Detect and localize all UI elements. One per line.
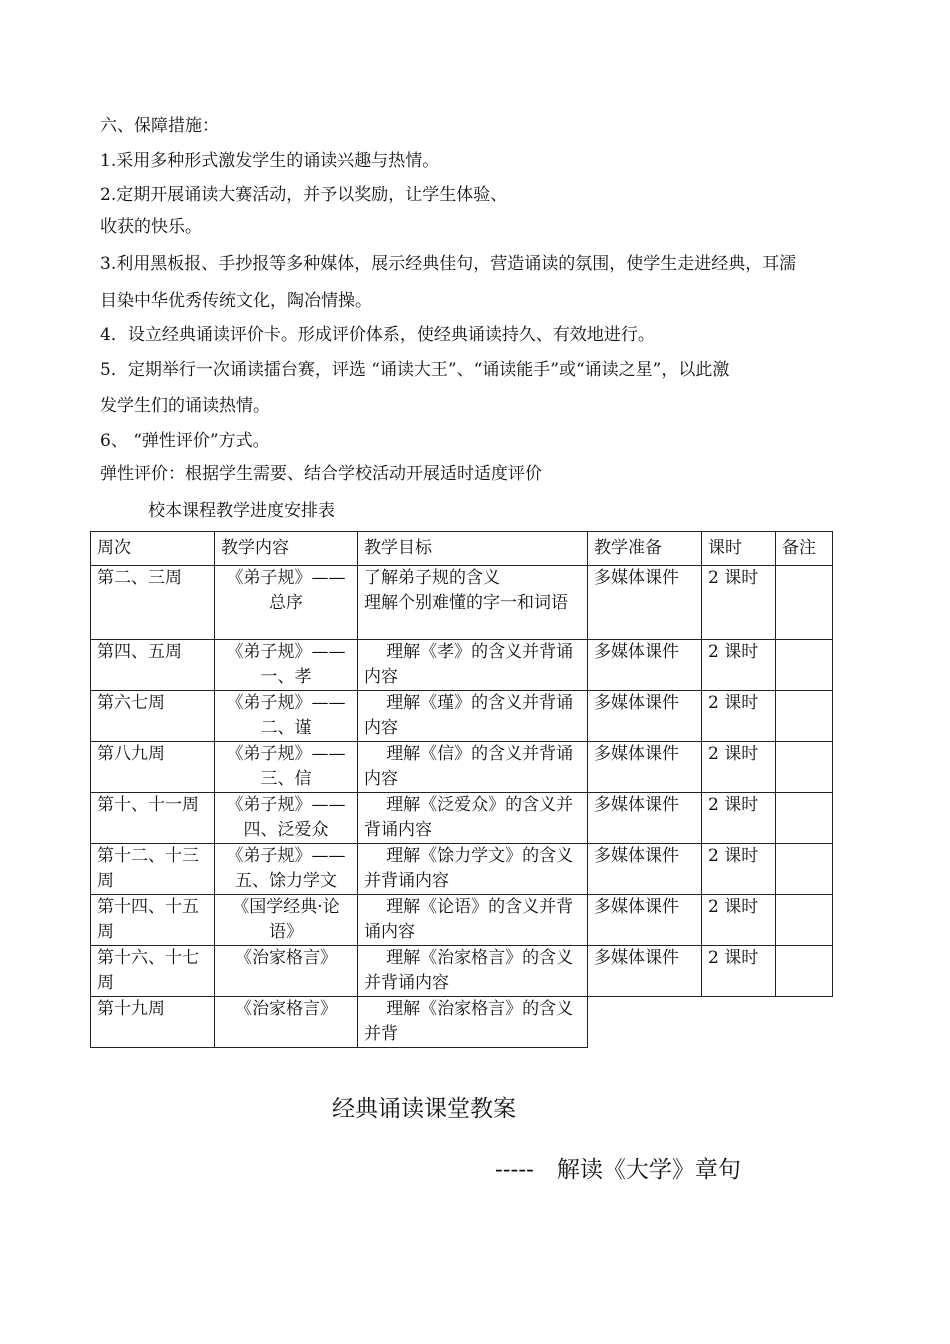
measure-item-3: 3.利用黑板报、手抄报等多种媒体，展示经典佳句，营造诵读的氛围，使学生走进经典，耳濡 [100, 254, 797, 274]
cell-hours: 2 课时 [702, 895, 776, 946]
cell-note [776, 793, 833, 844]
cell-goal: 理解《泛爱众》的含义并背诵内容 [358, 793, 588, 844]
cell-content: 《弟子规》—— 四、泛爱众 [215, 793, 358, 844]
cell-week: 第十、十一周 [91, 793, 215, 844]
header-cell: 教学准备 [588, 532, 702, 566]
measure-item-5: 5．定期举行一次诵读擂台赛，评选 “诵读大王”、“诵读能手”或“诵读之星”，以此激 [100, 360, 730, 380]
cell-goal: 理解《治家格言》的含义并背诵内容 [358, 946, 588, 997]
table-row [91, 946, 833, 997]
lesson-title: 经典诵读课堂教案 [332, 1096, 516, 1122]
cell-note [776, 640, 833, 691]
cell-note [776, 566, 833, 640]
cell-content: 《国学经典·论语》 [215, 895, 358, 946]
table-row [91, 691, 833, 742]
cell-week: 第十六、十七周 [91, 946, 215, 997]
cell-goal: 理解《论语》的含义并背诵内容 [358, 895, 588, 946]
cell-week: 第十二、十三周 [91, 844, 215, 895]
cell-note [776, 691, 833, 742]
cell-hours: 2 课时 [702, 793, 776, 844]
cell-goal: 了解弟子规的含义 理解个别难懂的字一和词语 [358, 566, 588, 640]
table-row [91, 793, 833, 844]
cell-prep: 多媒体课件 [588, 895, 702, 946]
cell-content: 《治家格言》 [215, 997, 358, 1048]
measure-item-4: 4．设立经典诵读评价卡。形成评价体系，使经典诵读持久、有效地进行。 [100, 325, 655, 345]
cell-note [776, 895, 833, 946]
elastic-evaluation: 弹性评价：根据学生需要、结合学校活动开展适时适度评价 [100, 464, 542, 484]
measure-item-5-cont: 发学生们的诵读热情。 [100, 396, 270, 416]
empty-cell [702, 997, 776, 1048]
table-row [91, 566, 833, 640]
cell-prep: 多媒体课件 [588, 793, 702, 844]
lesson-subtitle: ----- 解读《大学》章句 [495, 1157, 741, 1183]
table-row [91, 895, 833, 946]
cell-week: 第六七周 [91, 691, 215, 742]
empty-cell [776, 997, 833, 1048]
cell-prep: 多媒体课件 [588, 566, 702, 640]
cell-goal: 理解《孝》的含义并背诵内容 [358, 640, 588, 691]
table-row [91, 844, 833, 895]
cell-week: 第四、五周 [91, 640, 215, 691]
table-row [91, 640, 833, 691]
header-cell: 教学目标 [358, 532, 588, 566]
measures-title: 六、保障措施： [100, 116, 219, 136]
cell-week: 第二、三周 [91, 566, 215, 640]
measure-item-1: 1.采用多种形式激发学生的诵读兴趣与热情。 [100, 151, 440, 171]
cell-hours: 2 课时 [702, 640, 776, 691]
cell-hours: 2 课时 [702, 566, 776, 640]
cell-goal: 理解《信》的含义并背诵内容 [358, 742, 588, 793]
cell-hours: 2 课时 [702, 742, 776, 793]
cell-hours: 2 课时 [702, 946, 776, 997]
cell-goal: 理解《瑾》的含义并背诵内容 [358, 691, 588, 742]
measure-item-3-cont: 目染中华优秀传统文化，陶冶情操。 [100, 291, 372, 311]
table-caption: 校本课程教学进度安排表 [148, 501, 335, 521]
header-cell: 课时 [702, 532, 776, 566]
cell-note [776, 742, 833, 793]
measure-item-2: 2.定期开展诵读大赛活动，并予以奖励，让学生体验、 [100, 185, 508, 205]
cell-prep: 多媒体课件 [588, 844, 702, 895]
cell-hours: 2 课时 [702, 691, 776, 742]
cell-prep: 多媒体课件 [588, 742, 702, 793]
table-header-row [91, 532, 833, 566]
cell-week: 第八九周 [91, 742, 215, 793]
header-cell: 教学内容 [215, 532, 358, 566]
empty-cell [588, 997, 702, 1048]
header-cell: 备注 [776, 532, 833, 566]
cell-prep: 多媒体课件 [588, 640, 702, 691]
schedule-table [90, 531, 833, 1048]
cell-goal: 理解《治家格言》的含义并背 [358, 997, 588, 1048]
measure-item-2-cont: 收获的快乐。 [100, 217, 202, 237]
cell-prep: 多媒体课件 [588, 946, 702, 997]
cell-content: 《弟子规》——五、馀力学文 [215, 844, 358, 895]
cell-content: 《治家格言》 [215, 946, 358, 997]
header-cell: 周次 [91, 532, 215, 566]
cell-week: 第十九周 [91, 997, 215, 1048]
cell-note [776, 946, 833, 997]
cell-week: 第十四、十五周 [91, 895, 215, 946]
table-row [91, 742, 833, 793]
cell-prep: 多媒体课件 [588, 691, 702, 742]
measure-item-6: 6、 “弹性评价”方式。 [100, 431, 270, 451]
cell-note [776, 844, 833, 895]
cell-goal: 理解《馀力学文》的含义并背诵内容 [358, 844, 588, 895]
schedule-body [91, 532, 833, 1048]
cell-content: 《弟子规》—— 一、孝 [215, 640, 358, 691]
cell-hours: 2 课时 [702, 844, 776, 895]
cell-content: 《弟子规》—— 二、谨 [215, 691, 358, 742]
table-row [91, 997, 833, 1048]
cell-content: 《弟子规》——三、信 [215, 742, 358, 793]
cell-content: 《弟子规》——总序 [215, 566, 358, 640]
